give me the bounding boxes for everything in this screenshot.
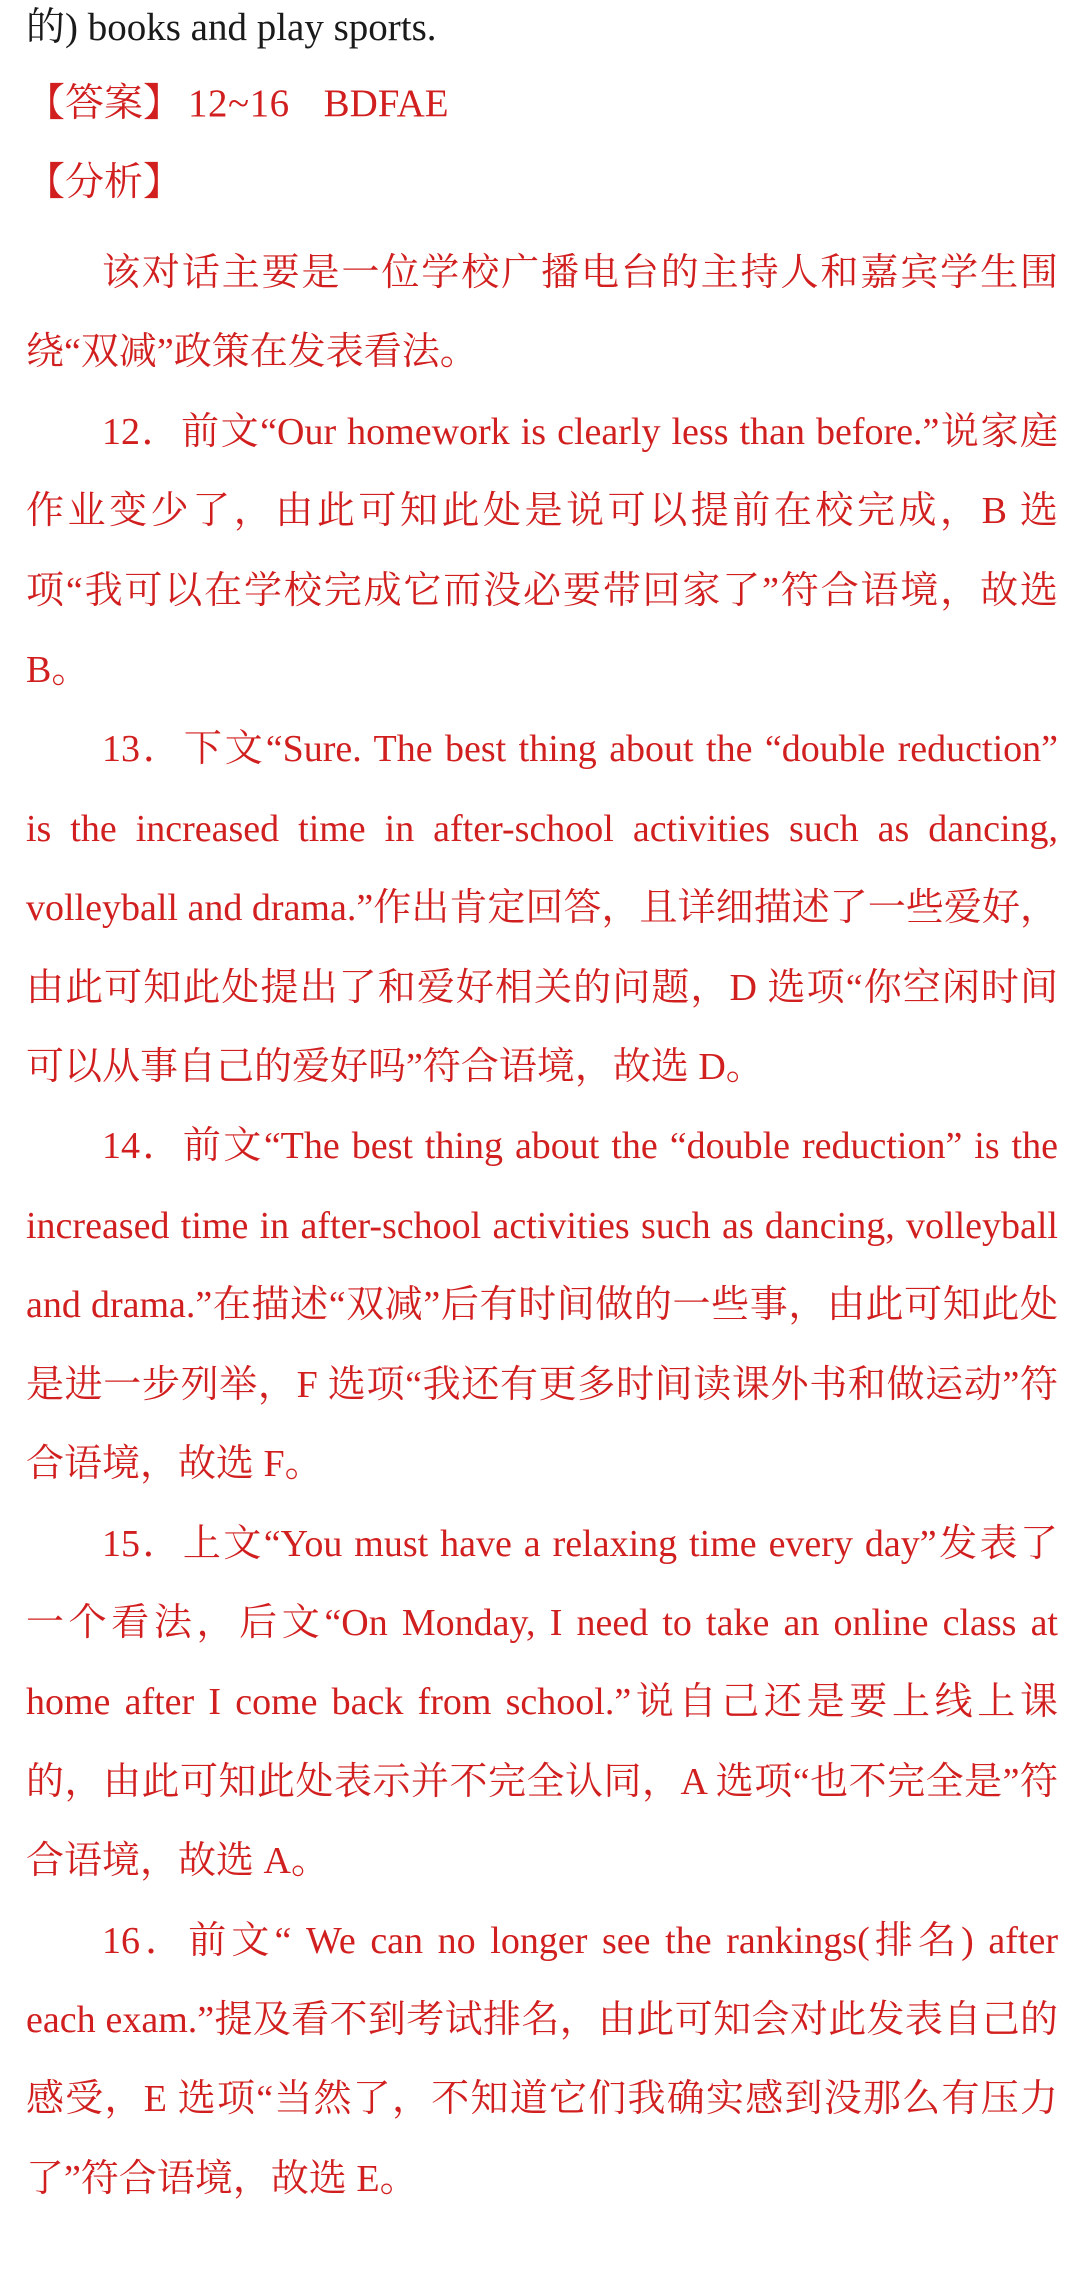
analysis-paragraph-q13: 13．下文“Sure. The best thing about the “double reduction” is the increased time in after-school activities such as dancing, volleyball and drama.”作出肯定回答，且详细描述了一些爱好，由此可知此处提出了和爱好相关的问题，D 选项“你空闲时间可以从事自己的爱好吗”符合语境，故选 D。 bbox=[26, 728, 1058, 1089]
analysis-paragraph-q15: 15．上文“You must have a relaxing time every day”发表了一个看法，后文“On Monday, I need to take an online class at home after I come back from school.”说自己还是要上线上课的，由此可知此处表示并不完全认同，A 选项“也不完全是”符合语境，故选 A。 bbox=[26, 1522, 1058, 1883]
previous-question-tail: 的) books and play sports. bbox=[26, 6, 437, 49]
analysis-paragraph-q14: 14．前文“The best thing about the “double reduction” is the increased time in after-school activities such as dancing, volleyball and drama.”在描述“双减”后有时间做的一些事，由此可知此处是进一步列举，F 选项“我还有更多时间读课外书和做运动”符合语境，故选 F。 bbox=[26, 1125, 1058, 1486]
analysis-summary-paragraph: 该对话主要是一位学校广播电台的主持人和嘉宾学生围绕“双减”政策在发表看法。 bbox=[26, 252, 1058, 374]
analysis-paragraph-q16: 16．前文“ We can no longer see the rankings(排名) after each exam.”提及看不到考试排名，由此可知会对此发表自己的感受，E 选项“当然了，不知道它们我确实感到没那么有压力了”符合语境，故选 E。 bbox=[26, 1919, 1058, 2200]
analysis-paragraph-q12: 12．前文“Our homework is clearly less than before.”说家庭作业变少了，由此可知此处是说可以提前在校完成，B 选项“我可以在学校完成它而没必要带回家了”符合语境，故选 B。 bbox=[26, 410, 1058, 692]
analysis-body bbox=[26, 234, 1058, 2219]
answer-letters: BDFAE bbox=[323, 82, 449, 125]
answer-label: 【答案】 bbox=[26, 82, 183, 125]
answer-line bbox=[26, 78, 449, 130]
analysis-heading: 【分析】 bbox=[26, 161, 183, 204]
answer-range: 12~16 bbox=[188, 82, 290, 125]
